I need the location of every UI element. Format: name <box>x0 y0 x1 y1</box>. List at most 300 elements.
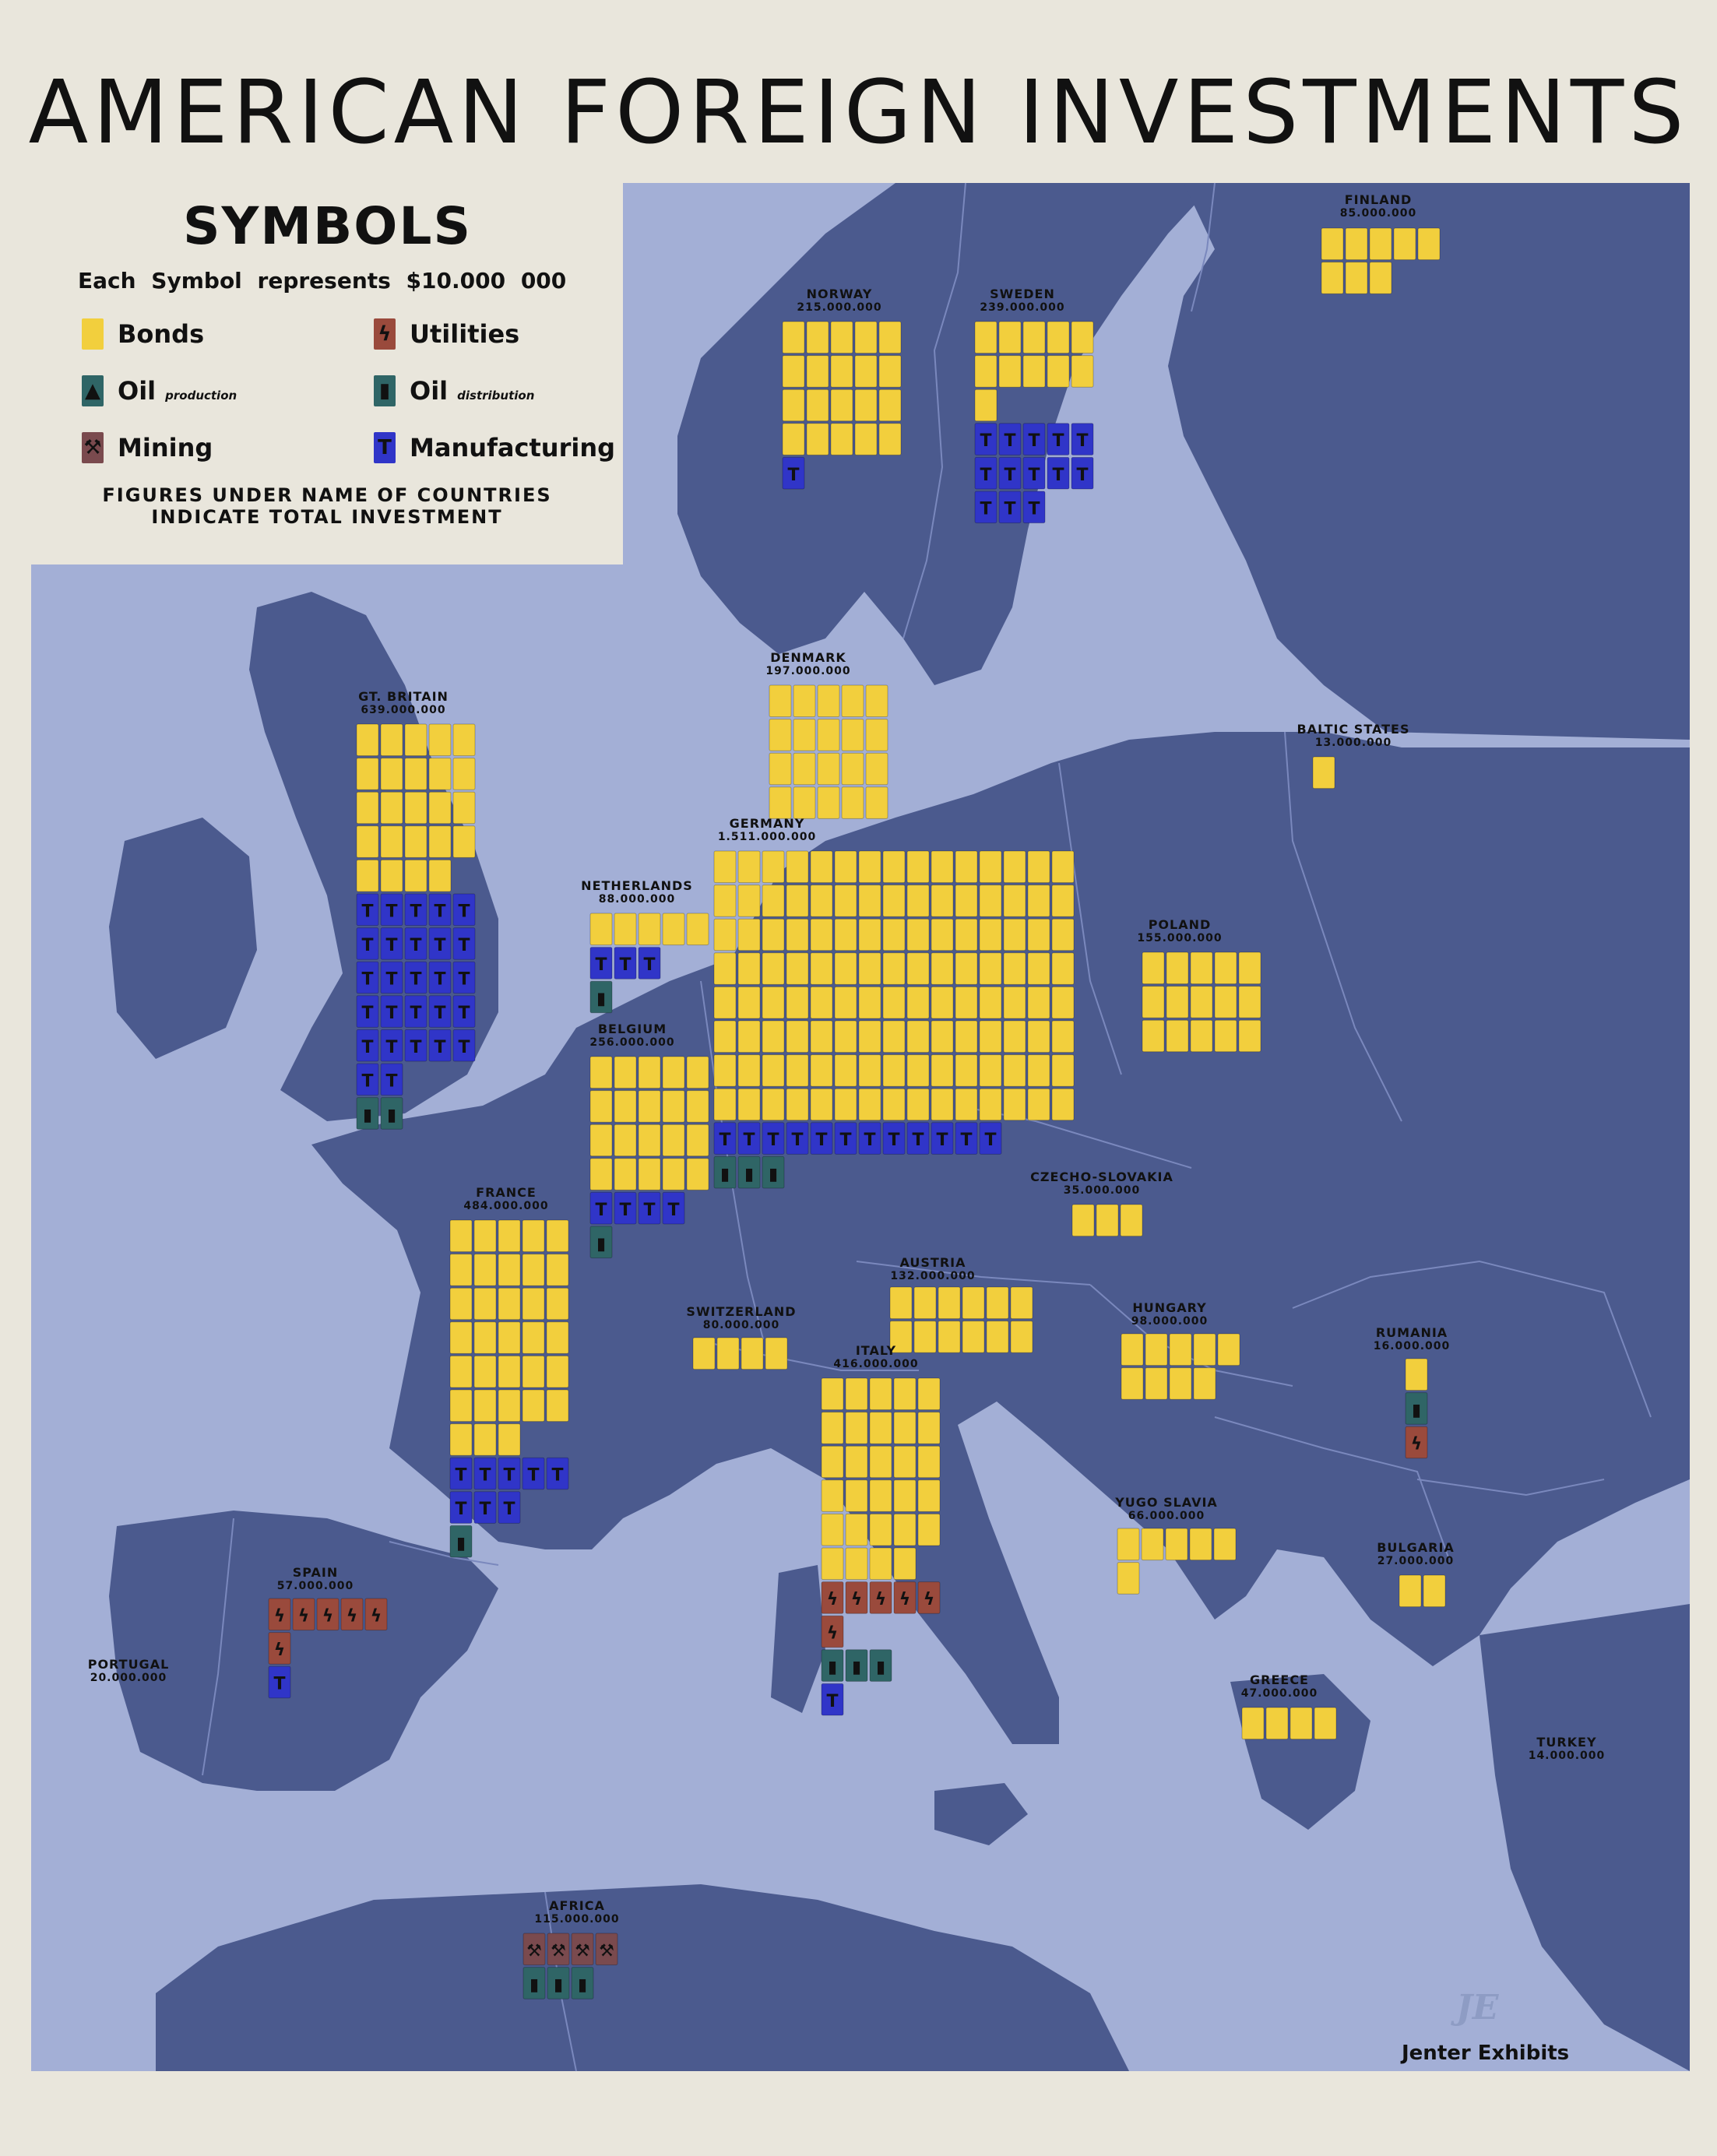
symbol-bonds-germany <box>714 851 736 883</box>
country-value-germany: 1.511.000.000 <box>717 831 817 843</box>
symbol-bonds-gt-britain <box>405 724 427 756</box>
symbol-bonds-germany <box>1004 1055 1026 1087</box>
symbol-bonds-belgium <box>590 1124 612 1156</box>
manufacturing-glyph-icon: T <box>912 1131 924 1151</box>
symbol-bonds-finland <box>1370 228 1392 260</box>
symbol-bonds-germany <box>883 953 905 985</box>
symbol-bonds-gt-britain <box>453 758 475 790</box>
symbol-bonds-germany <box>835 953 857 985</box>
symbol-bonds-finland <box>1346 228 1367 260</box>
symbol-bonds-poland <box>1191 987 1212 1018</box>
manufacturing-glyph-icon: T <box>455 1465 467 1486</box>
symbol-bonds-germany <box>980 851 1001 883</box>
country-value-poland: 155.000.000 <box>1137 932 1223 944</box>
symbol-bonds-germany <box>786 1089 808 1120</box>
symbol-bonds-poland <box>1142 952 1164 984</box>
symbol-bonds-gt-britain <box>453 792 475 824</box>
symbol-bonds-sweden <box>1047 356 1069 388</box>
country-name-italy: ITALY <box>855 1343 897 1358</box>
symbol-bonds-germany <box>786 851 808 883</box>
symbol-bonds-norway <box>879 356 901 388</box>
country-value-gt-britain: 639.000.000 <box>361 704 446 716</box>
legend-box <box>39 181 619 564</box>
manufacturing-glyph-icon: T <box>980 499 992 519</box>
symbol-bonds-italy <box>846 1446 867 1478</box>
country-name-denmark: DENMARK <box>770 650 846 665</box>
symbol-bonds-poland <box>1191 952 1212 984</box>
manufacturing-glyph-icon: T <box>479 1465 491 1486</box>
symbol-bonds-poland <box>1215 952 1237 984</box>
symbol-bonds-germany <box>859 987 881 1018</box>
symbol-bonds-denmark <box>866 753 888 785</box>
symbol-bonds-italy <box>894 1514 916 1546</box>
symbol-bonds-germany <box>1028 987 1050 1018</box>
utilities-glyph-icon: ϟ <box>850 1590 863 1609</box>
legend-item-manufacturing <box>374 428 615 467</box>
symbol-bonds-norway <box>879 322 901 353</box>
legend-label-oil-distribution <box>410 376 534 406</box>
symbol-bonds-france <box>498 1288 520 1320</box>
symbol-bonds-germany <box>714 987 736 1018</box>
symbol-bonds-belgium <box>687 1091 709 1123</box>
symbol-bonds-baltic-states <box>1313 757 1335 789</box>
symbol-bonds-norway <box>855 424 877 455</box>
symbol-bonds-norway <box>831 356 853 388</box>
symbol-bonds-germany <box>883 885 905 917</box>
symbol-bonds-germany <box>980 1021 1001 1053</box>
mining-glyph-icon: ⚒ <box>526 1941 542 1961</box>
symbol-bonds-norway <box>855 322 877 353</box>
manufacturing-glyph-icon: T <box>361 1071 374 1092</box>
symbol-bonds-denmark <box>793 685 815 717</box>
symbol-bonds-hungary <box>1170 1334 1191 1366</box>
symbol-bonds-germany <box>762 885 784 917</box>
symbol-bonds-germany <box>907 1055 929 1087</box>
symbol-bonds-italy <box>822 1514 843 1546</box>
symbol-bonds-czecho-slovakia <box>1096 1205 1118 1236</box>
manufacturing-glyph-icon: T <box>1052 431 1064 452</box>
bond-block-icon <box>82 318 104 350</box>
legend-oil-sub: production <box>165 389 237 403</box>
symbol-bonds-poland <box>1215 1020 1237 1052</box>
manufacturing-glyph-icon: T <box>551 1465 564 1486</box>
utilities-glyph-icon: ϟ <box>899 1590 911 1609</box>
manufacturing-glyph-icon: T <box>1076 431 1089 452</box>
symbol-bonds-austria <box>938 1287 960 1319</box>
manufacturing-glyph-icon: T <box>479 1500 491 1520</box>
symbol-bonds-germany <box>811 1089 832 1120</box>
country-name-bulgaria: BULGARIA <box>1377 1540 1455 1555</box>
symbol-bonds-gt-britain <box>453 724 475 756</box>
utilities-glyph-icon: ϟ <box>370 1606 382 1627</box>
symbol-bonds-france <box>450 1220 472 1252</box>
symbol-bonds-denmark <box>793 787 815 819</box>
symbol-bonds-germany <box>955 1055 977 1087</box>
symbol-bonds-switzerland <box>765 1338 787 1370</box>
symbol-bonds-hungary <box>1194 1334 1216 1366</box>
symbol-bonds-france <box>547 1288 568 1320</box>
symbol-bonds-sweden <box>975 322 997 353</box>
symbol-bonds-poland <box>1166 987 1188 1018</box>
manufacturing-glyph-icon: T <box>984 1131 997 1151</box>
symbol-bonds-sweden <box>1047 322 1069 353</box>
mining-glyph-icon: ⚒ <box>599 1941 614 1961</box>
symbol-bonds-belgium <box>639 1091 660 1123</box>
symbol-bonds-germany <box>762 987 784 1018</box>
symbol-bonds-france <box>547 1254 568 1286</box>
symbol-bonds-gt-britain <box>405 758 427 790</box>
symbol-bonds-gt-britain <box>357 860 378 892</box>
symbol-bonds-germany <box>1052 919 1074 951</box>
symbol-bonds-germany <box>859 885 881 917</box>
symbol-bonds-italy <box>846 1548 867 1580</box>
symbol-bonds-sweden <box>1023 322 1045 353</box>
symbol-bonds-italy <box>822 1548 843 1580</box>
oil-glyph-icon: ▮ <box>596 989 607 1009</box>
symbol-bonds-gt-britain <box>429 860 451 892</box>
legend-item-mining <box>82 428 213 467</box>
symbol-bonds-belgium <box>687 1057 709 1089</box>
symbol-bonds-rumania <box>1406 1359 1427 1391</box>
symbol-bonds-yugo-slavia <box>1214 1528 1236 1560</box>
manufacturing-glyph-icon: T <box>619 1200 632 1220</box>
manufacturing-glyph-icon: T <box>385 1004 398 1024</box>
symbol-bonds-italy <box>870 1378 892 1410</box>
oil-pump-icon: ▮ <box>374 375 396 406</box>
country-value-turkey: 14.000.000 <box>1528 1750 1606 1762</box>
symbol-bonds-denmark <box>818 719 839 751</box>
symbol-bonds-germany <box>955 987 977 1018</box>
symbol-bonds-hungary <box>1170 1368 1191 1400</box>
manufacturing-glyph-icon: T <box>980 465 992 485</box>
manufacturing-glyph-icon: T <box>434 1037 446 1057</box>
manufacturing-glyph-icon: T <box>936 1131 948 1151</box>
utilities-glyph-icon: ϟ <box>826 1590 839 1609</box>
symbol-bonds-denmark <box>769 753 791 785</box>
manufacturing-glyph-icon: T <box>1076 465 1089 485</box>
symbol-bonds-italy <box>870 1412 892 1444</box>
symbol-bonds-bulgaria <box>1423 1575 1445 1607</box>
symbol-bonds-denmark <box>818 787 839 819</box>
symbol-bonds-germany <box>931 1089 953 1120</box>
legend-oil-label: Oil <box>118 376 157 406</box>
symbol-bonds-germany <box>980 1089 1001 1120</box>
symbol-bonds-germany <box>883 987 905 1018</box>
symbol-bonds-germany <box>1052 953 1074 985</box>
symbol-bonds-france <box>547 1356 568 1388</box>
symbol-bonds-norway <box>855 356 877 388</box>
manufacturing-glyph-icon: T <box>619 955 632 975</box>
symbol-bonds-denmark <box>866 787 888 819</box>
symbol-bonds-germany <box>883 1089 905 1120</box>
country-value-portugal: 20.000.000 <box>90 1672 167 1684</box>
country-name-sweden: SWEDEN <box>990 287 1055 301</box>
symbol-bonds-italy <box>846 1412 867 1444</box>
symbol-bonds-norway <box>855 389 877 421</box>
symbol-bonds-germany <box>738 919 760 951</box>
manufacturing-glyph-icon: T <box>1004 465 1016 485</box>
symbol-bonds-germany <box>955 851 977 883</box>
country-value-spain: 57.000.000 <box>276 1580 354 1592</box>
symbol-bonds-netherlands <box>590 913 612 945</box>
symbol-bonds-germany <box>955 919 977 951</box>
symbol-bonds-sweden <box>975 356 997 388</box>
country-name-netherlands: NETHERLANDS <box>581 878 693 893</box>
manufacturing-glyph-icon: T <box>458 969 470 990</box>
symbol-bonds-finland <box>1321 262 1343 294</box>
symbol-bonds-germany <box>1004 885 1026 917</box>
symbol-bonds-denmark <box>793 753 815 785</box>
symbol-bonds-italy <box>822 1446 843 1478</box>
mining-glyph-icon: ⚒ <box>551 1941 566 1961</box>
manufacturing-glyph-icon: T <box>503 1500 515 1520</box>
symbol-bonds-austria <box>938 1321 960 1353</box>
country-value-netherlands: 88.000.000 <box>598 893 676 906</box>
manufacturing-glyph-icon: T <box>839 1131 852 1151</box>
symbol-bonds-germany <box>907 1021 929 1053</box>
symbol-bonds-sweden <box>1071 322 1093 353</box>
manufacturing-glyph-icon: T <box>503 1465 515 1486</box>
country-value-hungary: 98.000.000 <box>1131 1315 1209 1328</box>
symbol-bonds-germany <box>1028 1021 1050 1053</box>
oil-glyph-icon: ▮ <box>456 1533 466 1553</box>
symbol-bonds-germany <box>835 885 857 917</box>
symbol-bonds-norway <box>783 389 804 421</box>
symbol-bonds-italy <box>894 1480 916 1512</box>
symbol-bonds-germany <box>835 1055 857 1087</box>
utilities-glyph-icon: ϟ <box>826 1623 839 1644</box>
symbol-bonds-germany <box>811 885 832 917</box>
symbol-bonds-italy <box>822 1412 843 1444</box>
symbol-bonds-germany <box>1004 851 1026 883</box>
symbol-bonds-belgium <box>663 1124 684 1156</box>
manufacturing-glyph-icon: T <box>888 1131 900 1151</box>
symbol-bonds-poland <box>1215 987 1237 1018</box>
country-value-switzerland: 80.000.000 <box>702 1319 780 1331</box>
country-name-belgium: BELGIUM <box>597 1022 667 1036</box>
symbol-bonds-austria <box>914 1321 936 1353</box>
manufacturing-glyph-icon: T <box>1028 431 1040 452</box>
symbol-bonds-france <box>450 1254 472 1286</box>
manufacturing-glyph-icon: T <box>643 1200 656 1220</box>
symbol-bonds-france <box>450 1322 472 1354</box>
mining-glyph-icon: ⚒ <box>575 1941 590 1961</box>
symbol-bonds-germany <box>1028 1089 1050 1120</box>
symbol-bonds-germany <box>1028 885 1050 917</box>
symbol-bonds-gt-britain <box>405 792 427 824</box>
symbol-bonds-italy <box>918 1412 940 1444</box>
symbol-bonds-denmark <box>769 787 791 819</box>
utilities-glyph-icon: ϟ <box>273 1606 286 1627</box>
symbol-bonds-france <box>450 1288 472 1320</box>
symbol-bonds-france <box>474 1220 496 1252</box>
symbol-bonds-poland <box>1239 987 1261 1018</box>
oil-glyph-icon: ▮ <box>827 1658 838 1678</box>
symbol-bonds-france <box>547 1390 568 1422</box>
symbol-bonds-france <box>450 1356 472 1388</box>
symbol-bonds-germany <box>1004 919 1026 951</box>
country-value-belgium: 256.000.000 <box>589 1036 675 1049</box>
symbol-bonds-germany <box>1028 953 1050 985</box>
symbol-bonds-france <box>474 1356 496 1388</box>
manufacturing-glyph-icon: T <box>719 1131 731 1151</box>
oil-glyph-icon: ▮ <box>720 1164 730 1184</box>
country-value-czecho-slovakia: 35.000.000 <box>1063 1184 1141 1197</box>
symbol-bonds-belgium <box>614 1159 636 1191</box>
symbol-bonds-germany <box>955 1089 977 1120</box>
legend-note-line1: FIGURES UNDER NAME OF COUNTRIES <box>102 484 552 506</box>
symbol-bonds-germany <box>1004 1089 1026 1120</box>
symbol-bonds-germany <box>714 885 736 917</box>
utilities-glyph-icon: ϟ <box>273 1641 286 1660</box>
oil-glyph-icon: ▮ <box>1411 1401 1422 1420</box>
symbol-bonds-italy <box>870 1548 892 1580</box>
symbol-bonds-bulgaria <box>1399 1575 1421 1607</box>
symbol-bonds-france <box>474 1254 496 1286</box>
symbol-bonds-germany <box>786 919 808 951</box>
symbol-bonds-germany <box>1004 1021 1026 1053</box>
symbol-bonds-denmark <box>866 685 888 717</box>
symbol-bonds-gt-britain <box>381 792 403 824</box>
manufacturing-glyph-icon: T <box>434 969 446 990</box>
symbol-bonds-yugo-slavia <box>1142 1528 1163 1560</box>
symbol-bonds-gt-britain <box>429 758 451 790</box>
symbol-bonds-belgium <box>639 1159 660 1191</box>
symbol-bonds-germany <box>762 1055 784 1087</box>
symbol-bonds-germany <box>859 919 881 951</box>
country-name-czecho-slovakia: CZECHO-SLOVAKIA <box>1030 1169 1173 1184</box>
symbol-bonds-hungary <box>1194 1368 1216 1400</box>
symbol-bonds-germany <box>907 851 929 883</box>
symbol-bonds-germany <box>883 1021 905 1053</box>
country-name-greece: GREECE <box>1250 1672 1309 1687</box>
symbol-bonds-germany <box>1052 1055 1074 1087</box>
symbol-bonds-germany <box>907 885 929 917</box>
country-name-spain: SPAIN <box>292 1565 339 1580</box>
symbol-bonds-poland <box>1191 1020 1212 1052</box>
symbol-bonds-finland <box>1394 228 1416 260</box>
symbol-bonds-switzerland <box>693 1338 715 1370</box>
symbol-bonds-germany <box>955 885 977 917</box>
oil-glyph-icon: ▮ <box>596 1234 607 1254</box>
country-value-africa: 115.000.000 <box>534 1913 620 1926</box>
symbol-bonds-austria <box>987 1287 1008 1319</box>
symbol-bonds-germany <box>907 987 929 1018</box>
manufacturing-glyph-icon: T <box>458 1037 470 1057</box>
legend-oil-dist-sub: distribution <box>457 389 535 403</box>
symbol-bonds-germany <box>811 1055 832 1087</box>
utilities-glyph-icon: ϟ <box>297 1606 310 1627</box>
symbol-bonds-germany <box>931 885 953 917</box>
symbol-bonds-germany <box>811 851 832 883</box>
country-name-yugo-slavia: YUGO SLAVIA <box>1115 1495 1218 1510</box>
country-value-france: 484.000.000 <box>463 1200 549 1212</box>
symbol-bonds-italy <box>918 1514 940 1546</box>
country-name-turkey: TURKEY <box>1536 1735 1597 1750</box>
symbol-bonds-germany <box>980 919 1001 951</box>
symbol-bonds-germany <box>786 987 808 1018</box>
symbol-bonds-germany <box>907 953 929 985</box>
symbol-bonds-norway <box>831 424 853 455</box>
country-name-africa: AFRICA <box>549 1898 605 1913</box>
legend-item-oil-distribution <box>374 371 534 410</box>
manufacturing-glyph-icon: T <box>1028 499 1040 519</box>
symbol-bonds-gt-britain <box>357 758 378 790</box>
symbol-bonds-belgium <box>639 1124 660 1156</box>
symbol-bonds-germany <box>1052 987 1074 1018</box>
symbol-bonds-poland <box>1142 987 1164 1018</box>
oil-glyph-icon: ▮ <box>362 1106 373 1125</box>
manufacturing-glyph-icon: T <box>434 902 446 922</box>
symbol-bonds-gt-britain <box>429 724 451 756</box>
symbol-bonds-belgium <box>687 1124 709 1156</box>
manufacturing-glyph-icon: T <box>458 936 470 955</box>
symbol-bonds-sweden <box>1071 356 1093 388</box>
symbol-bonds-germany <box>931 987 953 1018</box>
symbol-bonds-france <box>450 1390 472 1422</box>
symbol-bonds-germany <box>762 919 784 951</box>
symbol-bonds-italy <box>918 1446 940 1478</box>
symbol-bonds-belgium <box>614 1091 636 1123</box>
manufacturing-glyph-icon: T <box>767 1131 779 1151</box>
manufacturing-glyph-icon: T <box>455 1500 467 1520</box>
country-name-rumania: RUMANIA <box>1375 1325 1448 1340</box>
symbol-bonds-gt-britain <box>381 826 403 858</box>
manufacturing-glyph-icon: T <box>791 1131 804 1151</box>
oil-glyph-icon: ▮ <box>529 1975 540 1995</box>
symbol-bonds-gt-britain <box>357 826 378 858</box>
symbol-bonds-denmark <box>769 685 791 717</box>
symbol-bonds-germany <box>738 1055 760 1087</box>
symbol-bonds-denmark <box>866 719 888 751</box>
symbol-bonds-germany <box>811 987 832 1018</box>
symbol-bonds-france <box>498 1220 520 1252</box>
symbol-bonds-italy <box>894 1412 916 1444</box>
symbol-bonds-germany <box>835 919 857 951</box>
symbol-bonds-germany <box>980 885 1001 917</box>
symbol-bonds-hungary <box>1121 1334 1143 1366</box>
symbol-bonds-poland <box>1166 1020 1188 1052</box>
country-value-bulgaria: 27.000.000 <box>1377 1555 1455 1567</box>
symbol-bonds-italy <box>918 1378 940 1410</box>
symbol-bonds-germany <box>1028 919 1050 951</box>
symbol-bonds-italy <box>894 1548 916 1580</box>
symbol-bonds-france <box>547 1322 568 1354</box>
symbol-bonds-denmark <box>842 685 864 717</box>
symbol-bonds-netherlands <box>614 913 636 945</box>
symbol-bonds-germany <box>835 1089 857 1120</box>
manufacturing-glyph-icon: T <box>643 955 656 975</box>
symbol-bonds-germany <box>835 987 857 1018</box>
symbol-bonds-germany <box>762 1089 784 1120</box>
symbol-bonds-germany <box>955 1021 977 1053</box>
symbol-bonds-greece <box>1266 1708 1288 1739</box>
country-value-italy: 416.000.000 <box>833 1358 919 1370</box>
symbol-bonds-italy <box>918 1480 940 1512</box>
symbol-bonds-yugo-slavia <box>1166 1528 1187 1560</box>
symbol-bonds-germany <box>714 1055 736 1087</box>
symbol-bonds-yugo-slavia <box>1117 1528 1139 1560</box>
country-name-norway: NORWAY <box>806 287 873 301</box>
symbol-bonds-germany <box>738 1021 760 1053</box>
symbol-bonds-italy <box>870 1446 892 1478</box>
symbol-bonds-germany <box>738 987 760 1018</box>
symbol-bonds-germany <box>931 1021 953 1053</box>
symbol-bonds-norway <box>783 424 804 455</box>
manufacturing-glyph-icon: T <box>826 1691 839 1711</box>
hammer-icon: T <box>374 432 396 463</box>
symbol-bonds-belgium <box>663 1091 684 1123</box>
